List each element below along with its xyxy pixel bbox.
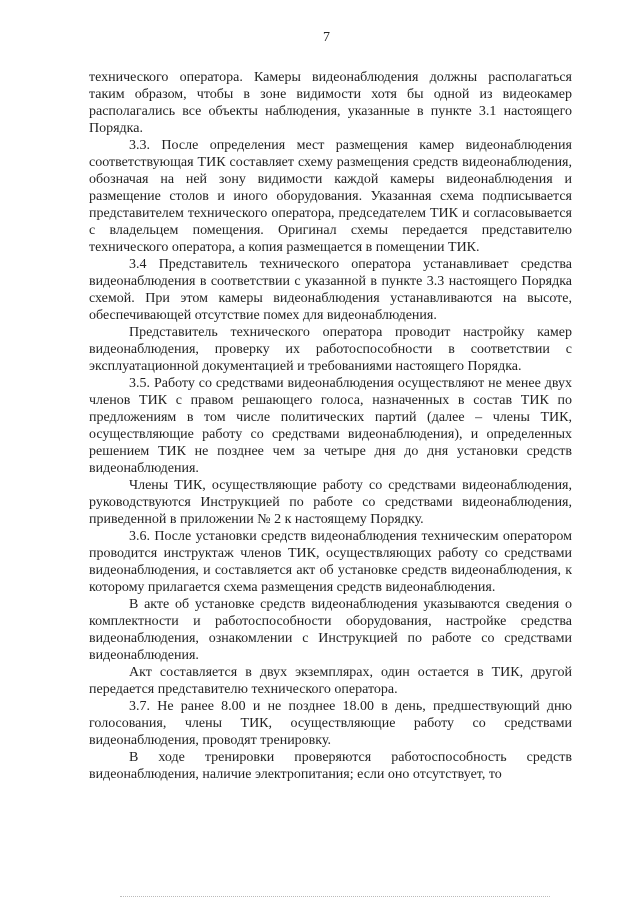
paragraph-continuation: технического оператора. Камеры видеонаблюдения должны располагаться таким образом, чтобы в зоне видимости хотя бы одной из видеокамер располагались все объекты наблюдения, указанные в пункте 3.1 настоящего Порядка. (89, 70, 572, 136)
paragraph-3-3: 3.3. После определения мест размещения камер видеонаблюдения соответствующая ТИК составляет схему размещения средств видеонаблюдения, обозначая на ней зону видимости каждой камеры видеонаблюдения и размещение столов и иного оборудования. Указанная схема подписывается представителем технического оператора, председателем ТИК и согласовывается с владельцем помещения. Оригинал схемы передается представителю технического оператора, а копия размещается в помещении ТИК. (89, 138, 572, 255)
body-text (89, 69, 572, 783)
paragraph-3-4: 3.4 Представитель технического оператора устанавливает средства видеонаблюдения в соответствии с указанной в пункте 3.3 настоящего Порядка схемой. При этом камеры видеонаблюдения устанавливаются на высоте, обеспечивающей отсутствие помех для видеонаблюдения. (89, 257, 572, 323)
paragraph-3-6: 3.6. После установки средств видеонаблюдения техническим оператором проводится инструктаж членов ТИК, осуществляющих работу со средствами видеонаблюдения, и составляется акт об установке средств видеонаблюдения, к которому прилагается схема размещения средств видеонаблюдения. (89, 529, 572, 595)
paragraph-3-5: 3.5. Работу со средствами видеонаблюдения осуществляют не менее двух членов ТИК с правом решающего голоса, назначенных в состав ТИК по предложениям в том числе политических партий (далее – члены ТИК, осуществляющие работу со средствами видеонаблюдения), и определенных решением ТИК не позднее чем за четыре дня до дня установки средств видеонаблюдения. (89, 376, 572, 476)
page-number: 7 (323, 30, 330, 45)
paragraph-training: В ходе тренировки проверяются работоспособность средств видеонаблюдения, наличие электропитания; если оно отсутствует, то (89, 750, 572, 782)
paragraph-act-contents: В акте об установке средств видеонаблюдения указываются сведения о комплектности и работоспособности оборудования, настройке средства видеонаблюдения, ознакомлении с Инструкцией по работе со средствами видеонаблюдения. (89, 597, 572, 663)
paragraph-act-copies: Акт составляется в двух экземплярах, один остается в ТИК, другой передается представителю технического оператора. (89, 665, 572, 697)
paragraph-3-7: 3.7. Не ранее 8.00 и не позднее 18.00 в день, предшествующий дню голосования, члены ТИК, осуществляющие работу со средствами видеонаблюдения, проводят тренировку. (89, 699, 572, 748)
paragraph-camera-setup: Представитель технического оператора проводит настройку камер видеонаблюдения, проверку их работоспособности в соответствии с эксплуатационной документацией и требованиями настоящего Порядка. (89, 325, 572, 374)
paragraph-members-instructions: Члены ТИК, осуществляющие работу со средствами видеонаблюдения, руководствуются Инструкцией по работе со средствами видеонаблюдения, приведенной в приложении № 2 к настоящему Порядку. (89, 478, 572, 527)
scan-artifact-line (120, 896, 550, 897)
